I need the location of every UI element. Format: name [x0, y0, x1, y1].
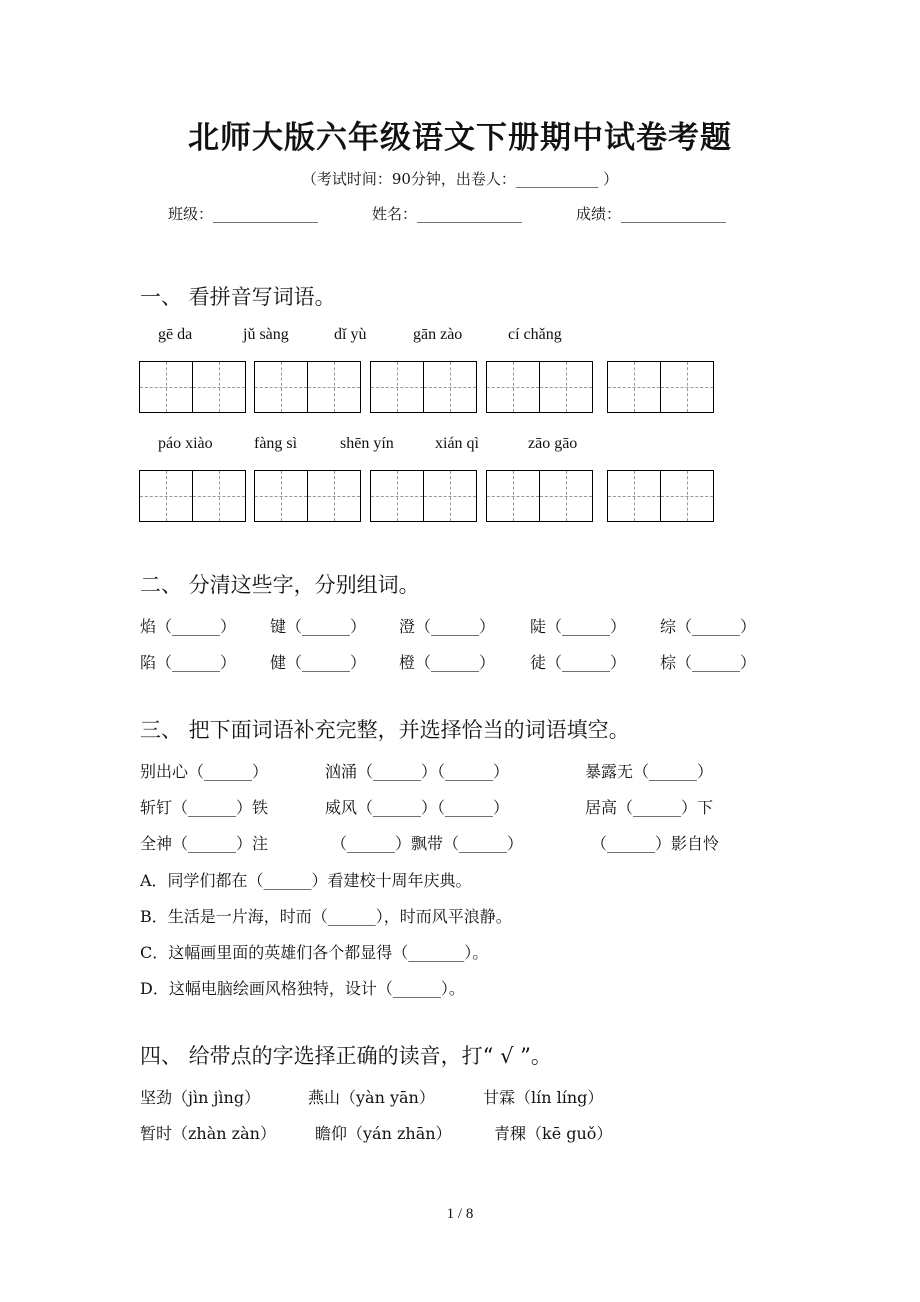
pinyin: fàng sì: [254, 435, 298, 452]
writing-grid[interactable]: [370, 361, 477, 413]
sentence-d: D．这幅电脑绘画风格独特，设计（______）。: [140, 979, 465, 998]
writing-grid[interactable]: [607, 361, 714, 413]
char-item: 橙（______）: [399, 653, 496, 672]
page-number: 1 / 8: [446, 1206, 474, 1222]
writing-grid[interactable]: [607, 470, 714, 522]
pinyin: zāo gāo: [528, 435, 578, 452]
section-3-heading: 三、 把下面词语补充完整，并选择恰当的词语填空。: [140, 718, 630, 742]
class-field: 班级：______________: [168, 205, 319, 223]
pronunciation-item: 暂时（zhàn zàn）: [140, 1124, 276, 1143]
char-item: 澄（______）: [399, 617, 496, 636]
pinyin: gē da: [158, 326, 193, 343]
writing-grid[interactable]: [139, 470, 246, 522]
char-item: 键（______）: [270, 617, 367, 636]
sentence-c: C．这幅画里面的英雄们各个都显得（_______）。: [140, 943, 489, 962]
char-item: 棕（______）: [660, 653, 757, 672]
exam-info: （考试时间：90分钟，出卷人：___________ ）: [301, 170, 619, 188]
section-1-heading: 一、 看拼音写词语。: [140, 285, 336, 309]
idiom-item: 汹涌（______）（______）: [325, 762, 510, 781]
idiom-item: 全神（______）注: [140, 834, 269, 853]
char-item: 综（______）: [660, 617, 757, 636]
pronunciation-item: 坚劲（jìn jìng）: [140, 1088, 261, 1107]
pronunciation-item: 甘霖（lín líng）: [483, 1088, 604, 1107]
writing-grid[interactable]: [254, 470, 361, 522]
char-item: 焰（______）: [140, 617, 237, 636]
pinyin: xián qì: [435, 435, 479, 452]
idiom-item: （______）影自怜: [591, 834, 720, 853]
idiom-item: 威风（______）（______）: [325, 798, 510, 817]
pronunciation-item: 燕山（yàn yān）: [308, 1088, 435, 1107]
pronunciation-item: 青稞（kē guǒ）: [494, 1124, 613, 1143]
idiom-item: （______）飘带（______）: [331, 834, 524, 853]
pronunciation-item: 瞻仰（yán zhān）: [315, 1124, 452, 1143]
char-item: 徒（______）: [530, 653, 627, 672]
pinyin: páo xiào: [158, 435, 213, 452]
writing-grid[interactable]: [139, 361, 246, 413]
writing-grid[interactable]: [254, 361, 361, 413]
pinyin: gān zào: [413, 326, 463, 343]
name-field: 姓名：______________: [372, 205, 523, 223]
writing-grid[interactable]: [486, 470, 593, 522]
section-2-heading: 二、 分清这些字，分别组词。: [140, 573, 420, 597]
char-item: 陡（______）: [530, 617, 627, 636]
score-field: 成绩：______________: [576, 205, 727, 223]
char-item: 健（______）: [270, 653, 367, 672]
char-item: 陷（______）: [140, 653, 237, 672]
idiom-item: 暴露无（______）: [585, 762, 714, 781]
pinyin: jǔ sàng: [243, 326, 289, 343]
writing-grid[interactable]: [486, 361, 593, 413]
idiom-item: 斩钉（______）铁: [140, 798, 269, 817]
sentence-a: A．同学们都在（______）看建校十周年庆典。: [140, 871, 472, 890]
idiom-item: 别出心（______）: [140, 762, 269, 781]
writing-grid[interactable]: [370, 470, 477, 522]
page-title: 北师大版六年级语文下册期中试卷考题: [188, 120, 732, 156]
pinyin: dǐ yù: [334, 326, 367, 343]
pinyin: cí chǎng: [508, 326, 562, 343]
idiom-item: 居高（______）下: [585, 798, 714, 817]
pinyin: shēn yín: [340, 435, 394, 452]
sentence-b: B．生活是一片海，时而（______），时而风平浪静。: [140, 907, 512, 926]
section-4-heading: 四、 给带点的字选择正确的读音，打“ √ ”。: [140, 1044, 552, 1068]
